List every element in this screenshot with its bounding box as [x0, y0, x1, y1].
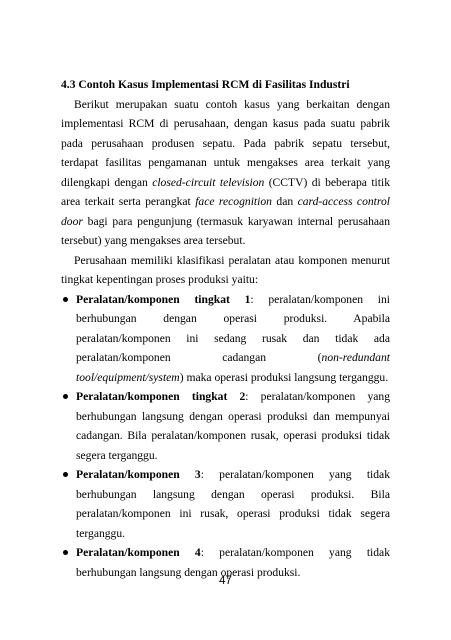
level-title: Peralatan/komponen 4 [76, 546, 201, 559]
intro-text-part-2: (CCTV) di beberapa titik area terkait serta perangkat [61, 175, 391, 208]
level-item-1 [61, 290, 390, 388]
classification-paragraph: Perusahaan memiliki klasifikasi peralatan atau komponen menurut tingkat kepentingan proses produksi yaitu: [61, 253, 390, 286]
level-italic-term: non-redundant tool/equipment/system [76, 351, 390, 384]
page-number: 47 [219, 575, 232, 587]
bullet-icon [63, 472, 68, 477]
level-text: : peralatan/komponen ini berhubungan dengan operasi produksi. Apabila peralatan/komponen ini sedang rusak dan tidak ada peralatan/komponen cadangan ( [76, 292, 391, 364]
level-title: Peralatan/komponen tingkat 2 [76, 390, 246, 403]
level-title: Peralatan/komponen tingkat 1 [76, 292, 251, 306]
card-access-term: card-access control door [61, 195, 390, 228]
level-item-3 [61, 465, 390, 543]
bullet-icon [63, 550, 68, 555]
bullet-icon [63, 297, 68, 302]
level-text-end: ) maka operasi produksi langsung terganggu. [179, 370, 389, 384]
level-list [61, 290, 390, 583]
level-text: : peralatan/komponen yang tidak berhubungan langsung dengan operasi produksi. [76, 546, 390, 579]
intro-text-part-3: dan [271, 195, 298, 208]
bullet-icon [63, 394, 68, 399]
level-item-2 [61, 387, 390, 465]
intro-paragraph [61, 95, 390, 251]
intro-text-part-4: bagi para pengunjung (termasuk karyawan internal perusahaan tersebut) yang mengakses area tersebut. [61, 214, 390, 247]
level-title: Peralatan/komponen 3 [76, 468, 201, 481]
section-heading: 4.3 Contoh Kasus Implementasi RCM di Fasilitas Industri [61, 78, 350, 91]
cctv-term: closed-circuit television [152, 175, 265, 189]
level-text: : peralatan/komponen yang berhubungan langsung dengan operasi produksi dan mempunyai cadangan. Bila peralatan/komponen rusak, operasi produksi tidak segera terganggu. [76, 390, 390, 462]
level-text: : peralatan/komponen yang tidak berhubungan langsung dengan operasi produksi. Bila peralatan/komponen ini rusak, operasi produksi tidak segera terganggu. [76, 468, 390, 540]
page-content [61, 75, 390, 582]
intro-text-part-1: Berikut merupakan suatu contoh kasus yang berkaitan dengan implementasi RCM di perusahaan, dengan kasus pada suatu pabrik pada perusahaan produsen sepatu. Pada pabrik sepatu tersebut, terdapat fasilitas pengamanan untuk mengakses area terkait yang dilengkapi dengan [61, 97, 390, 189]
face-recognition-term: face recognition [195, 195, 272, 208]
